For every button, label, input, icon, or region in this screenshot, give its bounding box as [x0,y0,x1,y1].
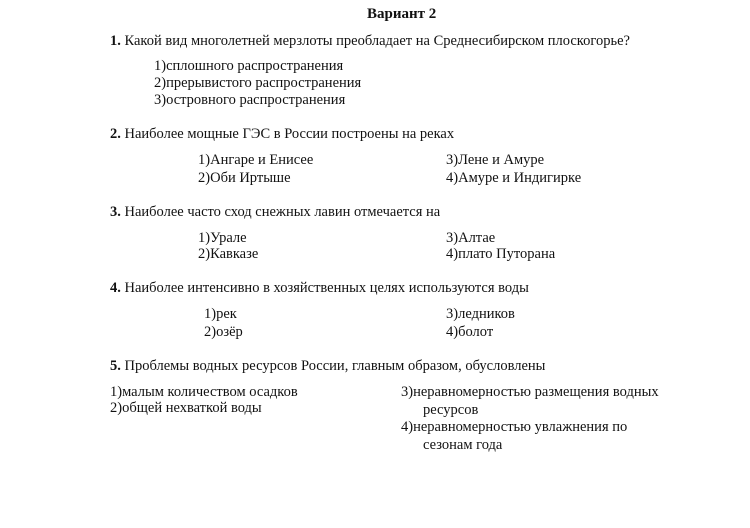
option-number: 1) [204,306,217,322]
option-text: островного распространения [166,92,346,108]
option-text: Амуре и Индигирке [458,170,582,186]
answer-option [446,246,555,263]
question-number: 5. [110,358,121,374]
question-2 [110,126,454,143]
option-number: 4) [401,419,414,435]
option-text: Алтае [458,230,496,246]
answer-option [198,230,247,247]
answer-option [401,384,659,401]
question-3 [110,204,440,221]
answer-option [198,152,313,169]
option-text: Оби Иртыше [210,170,291,186]
question-number: 4. [110,280,121,296]
option-number: 2) [154,75,167,91]
option-number: 4) [446,324,459,340]
question-number: 1. [110,33,121,49]
option-text: плато Путорана [458,246,556,262]
question-text: Наиболее часто сход снежных лавин отмечается на [124,204,441,220]
answer-option [446,152,544,169]
option-text: прерывистого распространения [166,75,362,91]
option-number: 4) [446,170,459,186]
answer-option [154,58,343,75]
answer-option [446,230,495,247]
question-1 [110,33,630,50]
option-text: ледников [458,306,515,322]
answer-option [110,400,262,417]
question-4 [110,280,529,297]
option-number: 3) [446,152,459,168]
option-text: неравномерностью размещения водных [413,384,659,400]
option-text-continued: сезонам года [423,437,503,453]
question-5 [110,358,545,375]
question-text: Наиболее мощные ГЭС в России построены на реках [124,126,455,142]
option-number: 3) [446,306,459,322]
option-number: 2) [204,324,217,340]
answer-option [401,419,627,436]
option-text: малым количеством осадков [122,384,298,400]
answer-option [446,170,581,187]
option-text: Урале [210,230,247,246]
question-number: 2. [110,126,121,142]
answer-option [446,306,515,323]
question-text: Проблемы водных ресурсов России, главным образом, обусловлены [124,358,546,374]
option-number: 4) [446,246,459,262]
answer-option [446,324,493,341]
answer-option [154,75,361,92]
answer-option [154,92,345,109]
question-text: Наиболее интенсивно в хозяйственных целях используются воды [124,280,529,296]
option-number: 2) [198,170,211,186]
option-text: рек [216,306,237,322]
question-number: 3. [110,204,121,220]
option-number: 3) [154,92,167,108]
answer-option [198,170,291,187]
option-text-continued: ресурсов [423,402,479,418]
option-number: 1) [154,58,167,74]
option-text: общей нехваткой воды [122,400,262,416]
option-number: 3) [446,230,459,246]
option-number: 2) [198,246,211,262]
option-text: Ангаре и Енисее [210,152,314,168]
option-number: 1) [198,152,211,168]
option-number: 3) [401,384,414,400]
answer-option [110,384,298,401]
option-number: 1) [198,230,211,246]
option-text: Кавказе [210,246,259,262]
option-text: неравномерностью увлажнения по [413,419,628,435]
option-number: 1) [110,384,123,400]
option-number: 2) [110,400,123,416]
answer-option [204,306,237,323]
answer-option [204,324,243,341]
variant-title: Вариант 2 [367,6,437,22]
option-text: сплошного распространения [166,58,344,74]
option-text: болот [458,324,494,340]
option-text: озёр [216,324,243,340]
option-text: Лене и Амуре [458,152,545,168]
question-text: Какой вид многолетней мерзлоты преобладает на Среднесибирском плоскогорье? [124,33,630,49]
answer-option [198,246,258,263]
